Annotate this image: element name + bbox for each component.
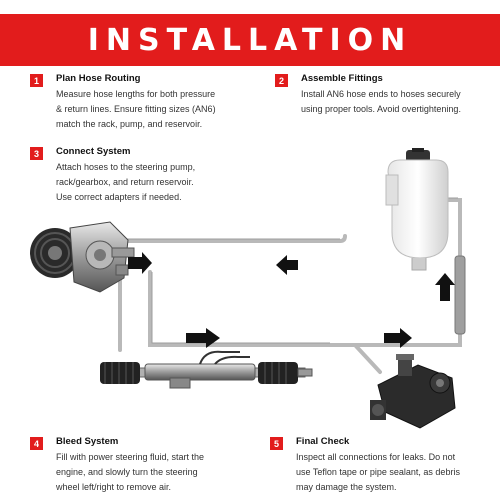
return-hose-bend [340, 236, 345, 241]
step-title: Plan Hose Routing [56, 73, 141, 84]
step-title: Final Check [296, 436, 350, 447]
step-title: Bleed System [56, 436, 119, 447]
flow-arrows [128, 252, 455, 348]
step-number-badge: 5 [270, 437, 283, 450]
gearbox-hose [330, 345, 380, 372]
step-description: Fill with power steering fluid, start the engine, and slowly turn the steering wheel left/right to remove air. [56, 452, 205, 492]
step-description: Inspect all connections for leaks. Do not use Teflon tape or pipe sealant, as debris may damage the system. [296, 452, 460, 492]
right-boot [258, 362, 298, 384]
banner-title: INSTALLATION [87, 22, 413, 58]
reservoir-illustration [386, 148, 448, 270]
arrow-left-icon [276, 255, 298, 275]
step-number-badge: 3 [30, 147, 43, 160]
step-description: Attach hoses to the steering pump, rack/gearbox, and return reservoir. Use correct adapters if needed. [56, 162, 196, 202]
step-number-badge: 1 [30, 74, 43, 87]
step-description: Install AN6 hose ends to hoses securely using proper tools. Avoid overtightening. [301, 89, 461, 114]
steering-gearbox-illustration [370, 354, 455, 428]
steering-pump-illustration [30, 222, 134, 292]
step-number-badge: 4 [30, 437, 43, 450]
step-title: Connect System [56, 146, 131, 157]
left-boot [100, 362, 140, 384]
step-description: Measure hose lengths for both pressure & return lines. Ensure fitting sizes (AN6) match the rack, pump, and reservoir. [56, 89, 216, 129]
pressure-hose [150, 272, 330, 345]
steering-rack-illustration [100, 352, 312, 388]
arrow-up-icon [435, 273, 455, 301]
hose-sleeve [455, 256, 465, 334]
step-title: Assemble Fittings [301, 73, 383, 84]
step-number-badge: 2 [275, 74, 288, 87]
